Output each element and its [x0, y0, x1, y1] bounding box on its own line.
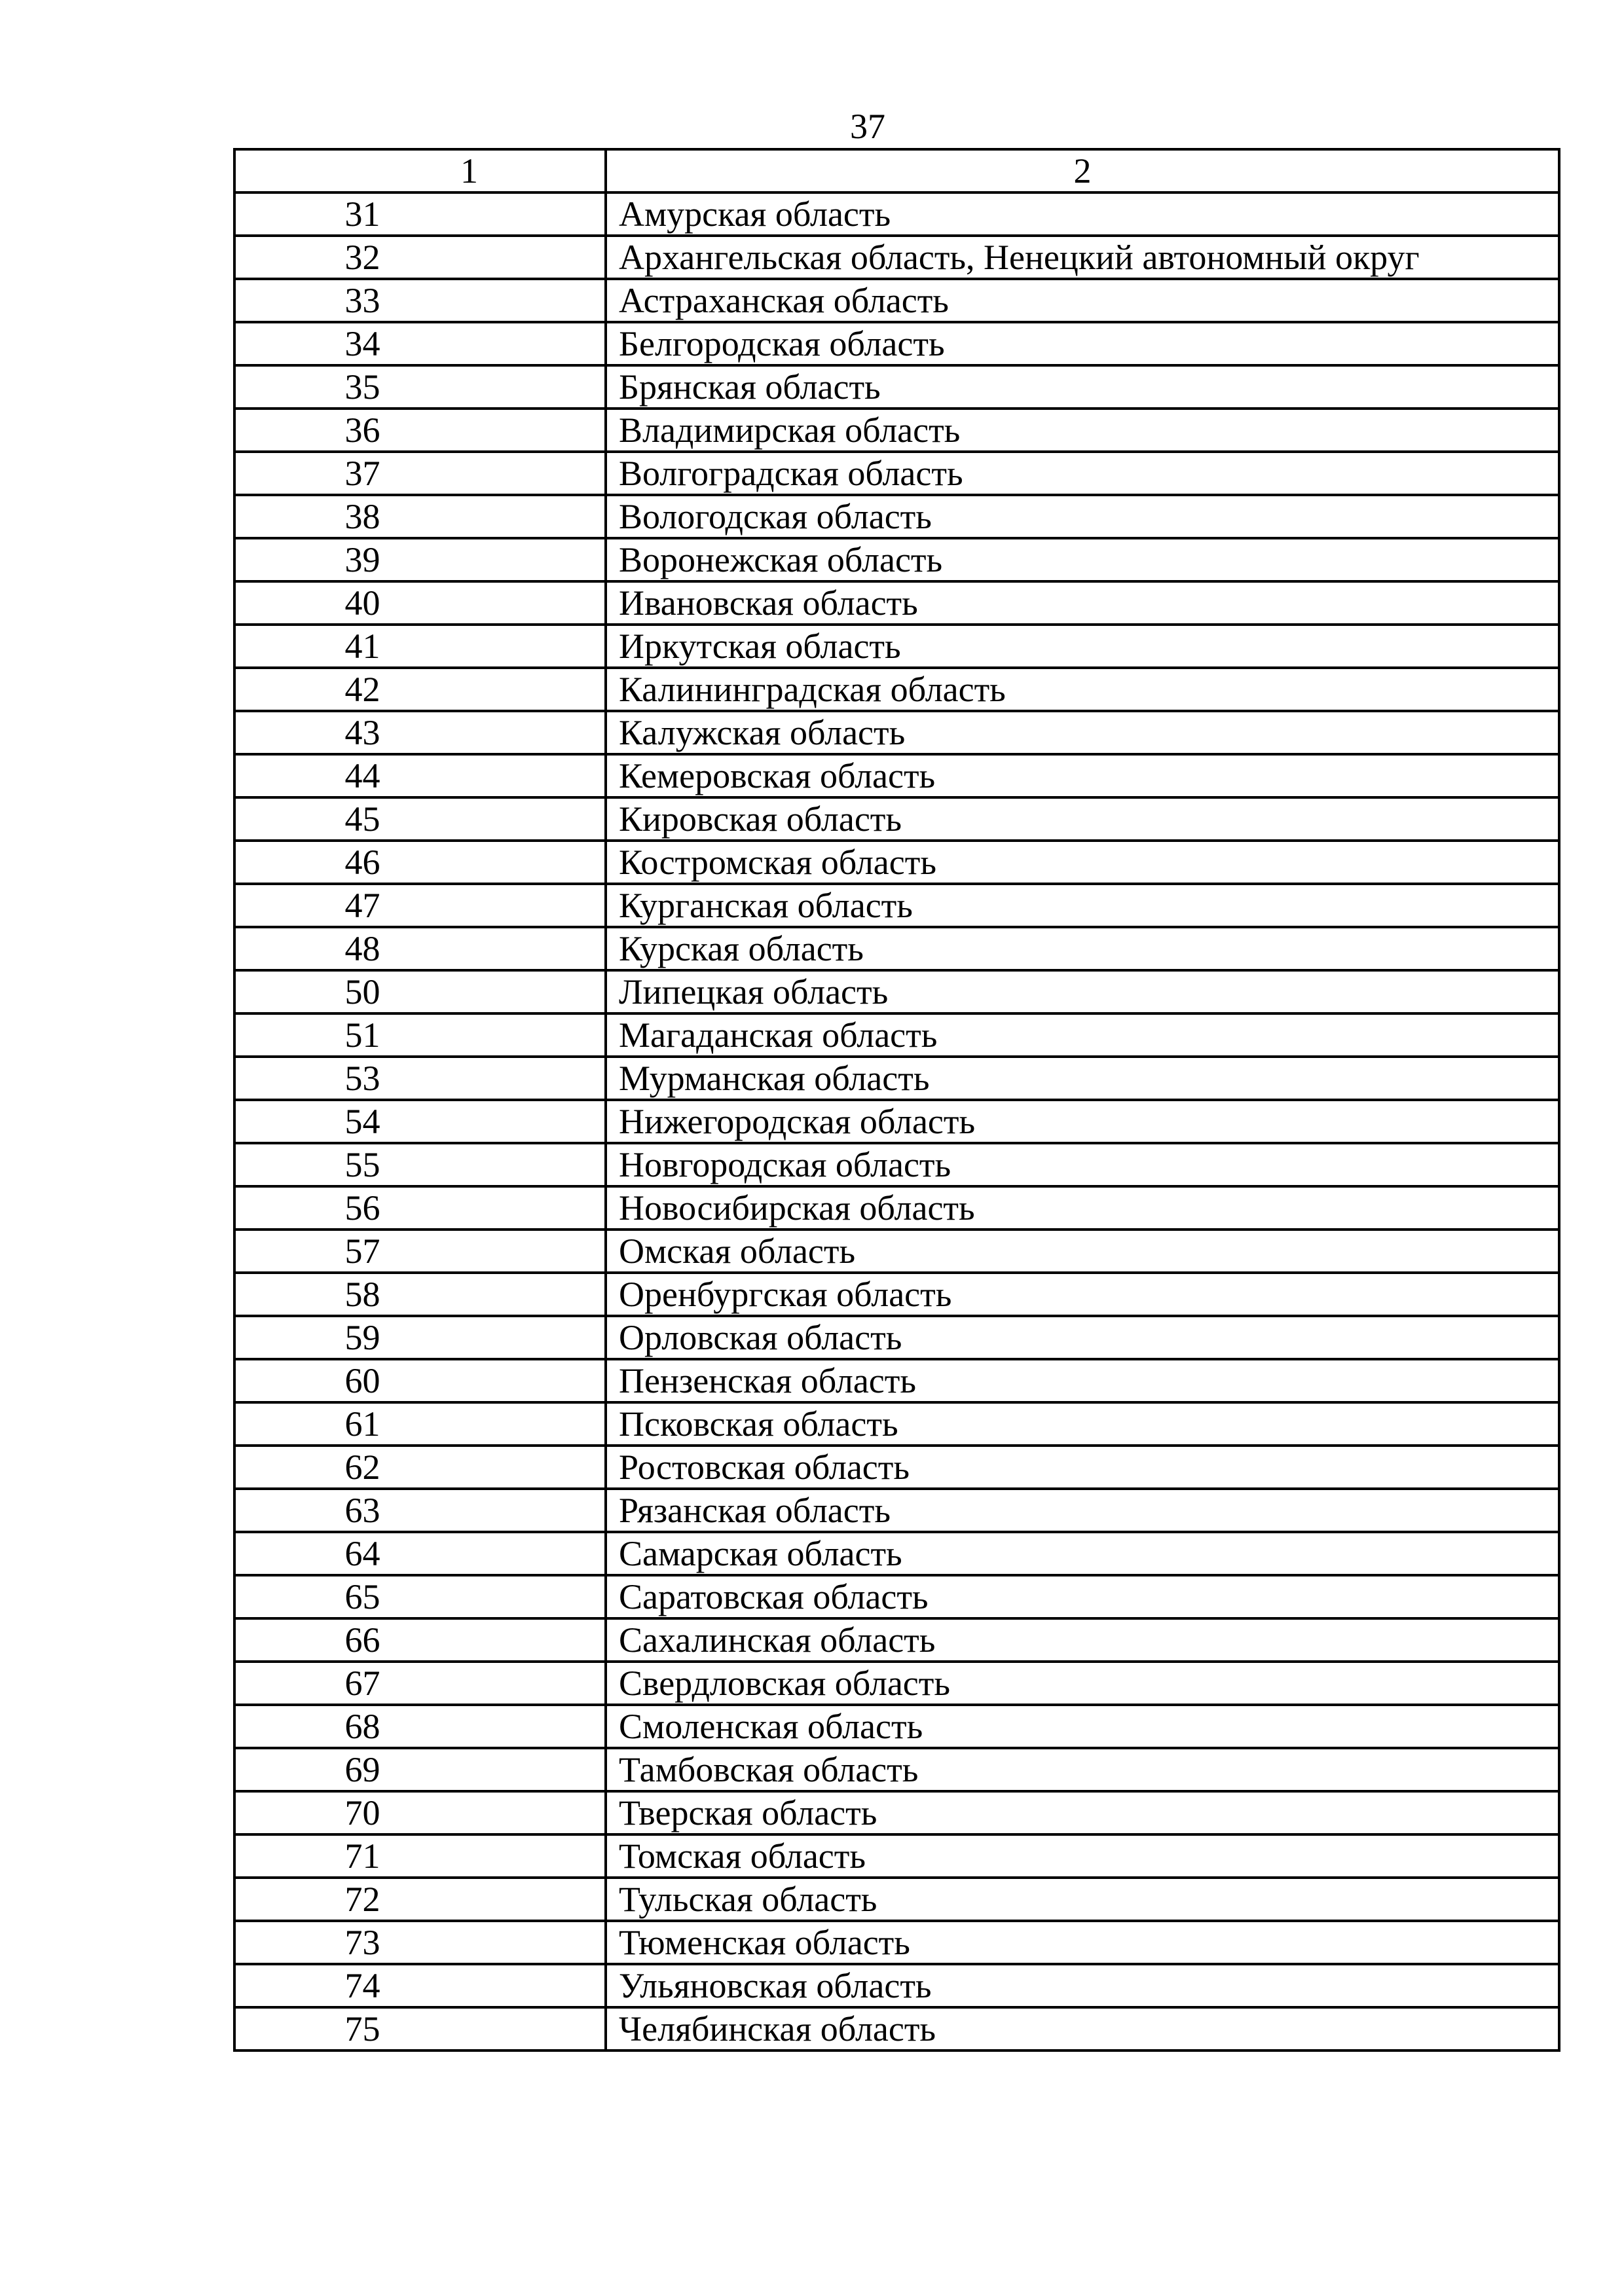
region-code-cell: 54: [234, 1100, 606, 1143]
region-code-cell: 59: [234, 1316, 606, 1359]
region-code-cell: 63: [234, 1489, 606, 1532]
table-row: [234, 495, 1559, 538]
header-cell-1: 1: [234, 149, 606, 192]
regions-table: [233, 148, 1560, 2052]
region-code-cell: 45: [234, 797, 606, 841]
table-row: [234, 279, 1559, 322]
table-row: [234, 1273, 1559, 1316]
table-row: [234, 1186, 1559, 1230]
region-code-cell: 56: [234, 1186, 606, 1230]
table-row: [234, 625, 1559, 668]
table-row: [234, 365, 1559, 409]
region-name-cell: Мурманская область: [606, 1057, 1559, 1100]
region-name-cell: Томская область: [606, 1834, 1559, 1878]
region-code-cell: 39: [234, 538, 606, 581]
region-code-cell: 71: [234, 1834, 606, 1878]
region-code-cell: 65: [234, 1575, 606, 1618]
table-row: [234, 1057, 1559, 1100]
region-code-cell: 66: [234, 1618, 606, 1662]
region-name-cell: Рязанская область: [606, 1489, 1559, 1532]
region-name-cell: Курганская область: [606, 884, 1559, 927]
region-code-cell: 40: [234, 581, 606, 625]
table-row: [234, 754, 1559, 797]
table-row: [234, 841, 1559, 884]
table-row: [234, 1575, 1559, 1618]
region-code-cell: 37: [234, 452, 606, 495]
table-row: [234, 1705, 1559, 1748]
page-number: 37: [850, 107, 885, 146]
table-row: [234, 192, 1559, 236]
region-code-cell: 47: [234, 884, 606, 927]
region-name-cell: Вологодская область: [606, 495, 1559, 538]
region-name-cell: Ростовская область: [606, 1446, 1559, 1489]
table-row: [234, 2007, 1559, 2050]
region-name-cell: Кемеровская область: [606, 754, 1559, 797]
table-row: [234, 1791, 1559, 1834]
region-name-cell: Ульяновская область: [606, 1964, 1559, 2007]
region-code-cell: 58: [234, 1273, 606, 1316]
table-row: [234, 1489, 1559, 1532]
table-row: [234, 452, 1559, 495]
region-code-cell: 55: [234, 1143, 606, 1186]
table-row: [234, 1618, 1559, 1662]
region-name-cell: Кировская область: [606, 797, 1559, 841]
region-code-cell: 33: [234, 279, 606, 322]
region-name-cell: Тульская область: [606, 1878, 1559, 1921]
region-name-cell: Амурская область: [606, 192, 1559, 236]
region-code-cell: 69: [234, 1748, 606, 1791]
region-name-cell: Новгородская область: [606, 1143, 1559, 1186]
table-row: [234, 1662, 1559, 1705]
region-code-cell: 75: [234, 2007, 606, 2050]
region-code-cell: 74: [234, 1964, 606, 2007]
region-code-cell: 61: [234, 1402, 606, 1446]
region-name-cell: Оренбургская область: [606, 1273, 1559, 1316]
region-code-cell: 68: [234, 1705, 606, 1748]
table-row: [234, 1921, 1559, 1964]
table-row: [234, 1446, 1559, 1489]
region-name-cell: Орловская область: [606, 1316, 1559, 1359]
region-code-cell: 36: [234, 409, 606, 452]
region-code-cell: 34: [234, 322, 606, 365]
table-row: [234, 668, 1559, 711]
table-row: [234, 322, 1559, 365]
region-code-cell: 53: [234, 1057, 606, 1100]
table-row: [234, 1834, 1559, 1878]
region-name-cell: Тюменская область: [606, 1921, 1559, 1964]
region-code-cell: 38: [234, 495, 606, 538]
table-row: [234, 970, 1559, 1013]
table-row: [234, 711, 1559, 754]
table-row: [234, 409, 1559, 452]
table-row: [234, 927, 1559, 970]
region-name-cell: Свердловская область: [606, 1662, 1559, 1705]
region-name-cell: Курская область: [606, 927, 1559, 970]
region-name-cell: Волгоградская область: [606, 452, 1559, 495]
table-row: [234, 884, 1559, 927]
region-name-cell: Смоленская область: [606, 1705, 1559, 1748]
region-code-cell: 35: [234, 365, 606, 409]
table-row: [234, 1316, 1559, 1359]
region-code-cell: 44: [234, 754, 606, 797]
region-name-cell: Самарская область: [606, 1532, 1559, 1575]
region-name-cell: Ивановская область: [606, 581, 1559, 625]
table-row: [234, 538, 1559, 581]
table-row: [234, 797, 1559, 841]
region-name-cell: Магаданская область: [606, 1013, 1559, 1057]
table-row: [234, 581, 1559, 625]
table-row: [234, 236, 1559, 279]
table-row: [234, 1748, 1559, 1791]
region-name-cell: Белгородская область: [606, 322, 1559, 365]
region-code-cell: 70: [234, 1791, 606, 1834]
region-name-cell: Воронежская область: [606, 538, 1559, 581]
region-name-cell: Саратовская область: [606, 1575, 1559, 1618]
table-row: [234, 1402, 1559, 1446]
region-code-cell: 57: [234, 1230, 606, 1273]
region-code-cell: 43: [234, 711, 606, 754]
region-code-cell: 62: [234, 1446, 606, 1489]
region-code-cell: 46: [234, 841, 606, 884]
region-name-cell: Тверская область: [606, 1791, 1559, 1834]
region-name-cell: Владимирская область: [606, 409, 1559, 452]
region-code-cell: 32: [234, 236, 606, 279]
region-name-cell: Архангельская область, Ненецкий автономный округ: [606, 236, 1559, 279]
table-row: [234, 1532, 1559, 1575]
table-row: [234, 1013, 1559, 1057]
region-name-cell: Калужская область: [606, 711, 1559, 754]
header-cell-2: 2: [606, 149, 1559, 192]
table-row: [234, 1143, 1559, 1186]
region-name-cell: Псковская область: [606, 1402, 1559, 1446]
region-name-cell: Нижегородская область: [606, 1100, 1559, 1143]
region-name-cell: Калининградская область: [606, 668, 1559, 711]
table-row: [234, 1878, 1559, 1921]
region-code-cell: 73: [234, 1921, 606, 1964]
region-name-cell: Тамбовская область: [606, 1748, 1559, 1791]
region-name-cell: Сахалинская область: [606, 1618, 1559, 1662]
region-name-cell: Омская область: [606, 1230, 1559, 1273]
region-code-cell: 41: [234, 625, 606, 668]
region-name-cell: Костромская область: [606, 841, 1559, 884]
table-row: [234, 1964, 1559, 2007]
table-header-row: [234, 149, 1559, 192]
region-code-cell: 72: [234, 1878, 606, 1921]
region-name-cell: Брянская область: [606, 365, 1559, 409]
region-code-cell: 50: [234, 970, 606, 1013]
region-code-cell: 48: [234, 927, 606, 970]
table-row: [234, 1230, 1559, 1273]
region-code-cell: 67: [234, 1662, 606, 1705]
region-code-cell: 42: [234, 668, 606, 711]
region-name-cell: Иркутская область: [606, 625, 1559, 668]
region-name-cell: Пензенская область: [606, 1359, 1559, 1402]
region-name-cell: Челябинская область: [606, 2007, 1559, 2050]
table-row: [234, 1359, 1559, 1402]
region-name-cell: Новосибирская область: [606, 1186, 1559, 1230]
region-code-cell: 64: [234, 1532, 606, 1575]
region-code-cell: 60: [234, 1359, 606, 1402]
table-row: [234, 1100, 1559, 1143]
region-name-cell: Липецкая область: [606, 970, 1559, 1013]
region-code-cell: 51: [234, 1013, 606, 1057]
region-name-cell: Астраханская область: [606, 279, 1559, 322]
region-code-cell: 31: [234, 192, 606, 236]
